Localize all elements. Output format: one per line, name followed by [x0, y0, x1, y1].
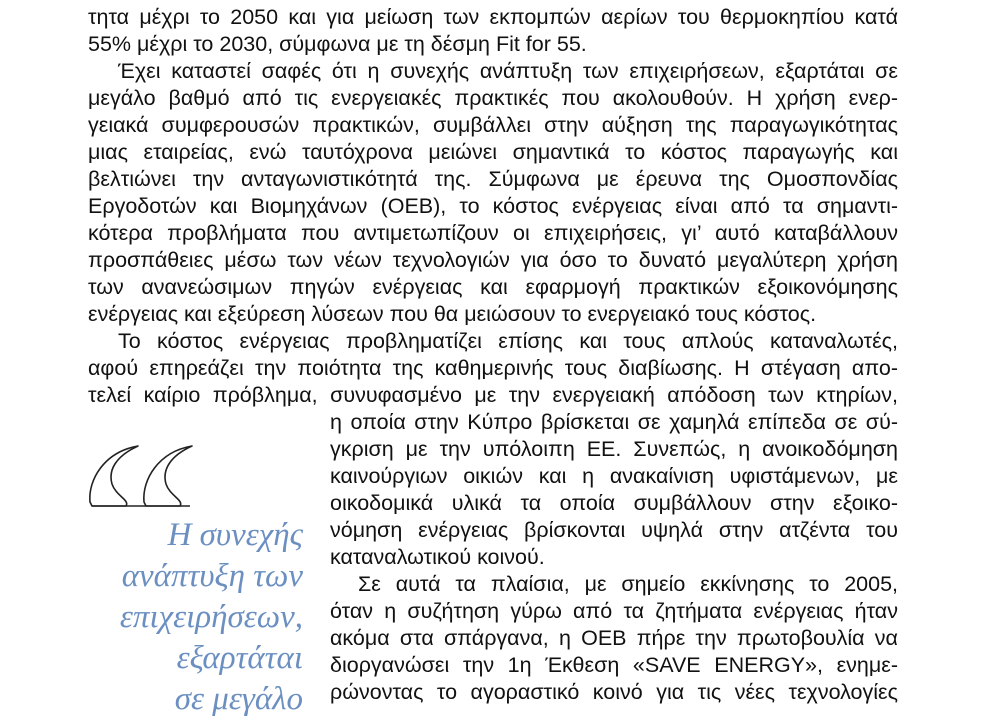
pull-quote-line: Η συνεχής	[167, 517, 303, 553]
text-line: Έχει καταστεί σαφές ότι η συνεχής ανάπτυξη των επιχειρήσεων, εξαρτάται σε	[118, 59, 898, 83]
pull-quote-line: σε μεγάλο	[174, 681, 303, 717]
pull-quote-line: εξαρτάται	[176, 640, 303, 676]
text-line: κότερα προβλήματα που αντιμετωπίζουν οι επιχειρήσεις, γι’ αυτό καταβάλλουν	[88, 221, 898, 245]
text-line: γκριση με την υπόλοιπη ΕΕ. Συνεπώς, η ανοικοδόμηση	[330, 437, 898, 461]
text-line: αφού επηρεάζει την ποιότητα της καθημερινής τους διαβίωσης. Η στέγαση απο-	[88, 356, 898, 380]
text-line: τητα μέχρι το 2050 και για μείωση των εκπομπών αερίων του θερμοκηπίου κατά	[88, 5, 898, 29]
text-line: των ανανεώσιμων πηγών ενέργειας και εφαρμογή πρακτικών εξοικονόμησης	[88, 275, 898, 299]
text-line: γειακά συμφερουσών πρακτικών, συμβάλλει στην αύξηση της παραγωγικότητας	[88, 113, 898, 137]
text-line: οικοδομικά υλικά τα οποία συμβάλλουν στην εξοικο-	[330, 491, 898, 515]
text-line: μεγάλο βαθμό από τις ενεργειακές πρακτικές που ακολουθούν. Η χρήση ενερ-	[88, 86, 898, 110]
pull-quote-line: επιχειρήσεων,	[119, 599, 303, 635]
text-line: μιας εταιρείας, ενώ ταυτόχρονα μειώνει σημαντικά το κόστος παραγωγής και	[88, 140, 898, 164]
text-line: τελεί καίριο πρόβλημα, συνυφασμένο με την ενεργειακή απόδοση των κτηρίων,	[88, 383, 898, 407]
page-margin	[980, 0, 993, 700]
text-line: διοργανώσει την 1η Έκθεση «SAVE ENERGY», ενημε-	[330, 653, 898, 677]
text-line: καταναλωτικού κοινού.	[330, 545, 545, 569]
text-line: ρώνοντας το αγοραστικό κοινό για τις νέες τεχνολογίες	[330, 680, 898, 704]
text-line: Εργοδοτών και Βιομηχάνων (ΟΕΒ), το κόστος ενέργειας είναι από τα σημαντι-	[88, 194, 898, 218]
pull-quote-line: ανάπτυξη των	[121, 558, 303, 594]
pull-quote	[120, 515, 303, 720]
text-line: καινούργιων οικιών και η ανακαίνιση υφιστάμενων, με	[330, 464, 898, 488]
text-line: ακόμα στα σπάργανα, η ΟΕΒ πήρε την πρωτοβουλία να	[330, 626, 898, 650]
text-line: προσπάθειες μέσω των νέων τεχνολογιών για όσο το δυνατό μεγαλύτερη χρήση	[88, 248, 898, 272]
opening-double-quote-icon	[86, 440, 196, 508]
text-line: η οποία στην Κύπρο βρίσκεται σε χαμηλά επίπεδα σε σύ-	[330, 410, 898, 434]
text-line: 55% μέχρι το 2030, σύμφωνα με τη δέσμη Fit for 55.	[88, 32, 587, 56]
text-line: Σε αυτά τα πλαίσια, με σημείο εκκίνησης το 2005,	[358, 572, 898, 596]
text-line: όταν η συζήτηση γύρω από τα ζητήματα ενέργειας ήταν	[330, 599, 898, 623]
text-line: νόμηση ενέργειας βρίσκονται υψηλά στην ατζέντα του	[330, 518, 898, 542]
text-line: βελτιώνει την ανταγωνιστικότητά της. Σύμφωνα με έρευνα της Ομοσπονδίας	[88, 167, 898, 191]
text-line: Το κόστος ενέργειας προβληματίζει επίσης και τους απλούς καταναλωτές,	[118, 329, 898, 353]
text-line: ενέργειας και εξεύρεση λύσεων που θα μειώσουν το ενεργειακό τους κόστος.	[88, 302, 817, 326]
